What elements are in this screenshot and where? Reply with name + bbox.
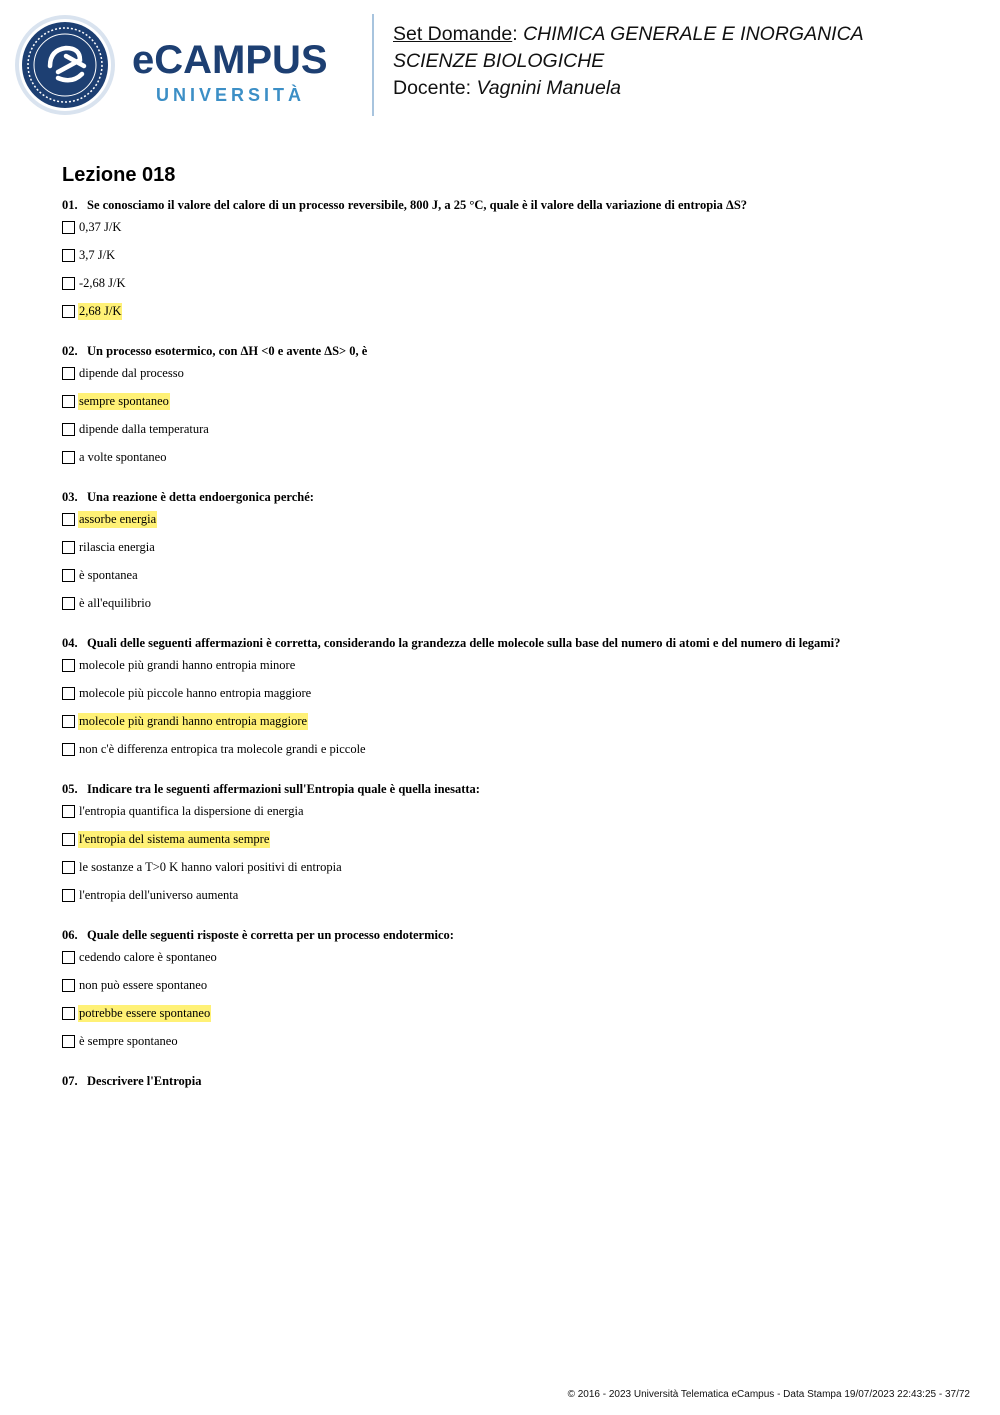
answer-text: è spontanea xyxy=(79,568,138,582)
answer-option[interactable] xyxy=(62,1033,962,1061)
answer-option[interactable] xyxy=(62,803,962,831)
answer-option[interactable] xyxy=(62,595,962,623)
checkbox-icon[interactable] xyxy=(62,423,75,436)
answer-text: dipende dalla temperatura xyxy=(79,422,209,436)
answer-option[interactable] xyxy=(62,393,962,421)
question-number: 07. xyxy=(62,1074,78,1088)
answer-text: -2,68 J/K xyxy=(79,276,126,290)
answer-text-highlighted: potrebbe essere spontaneo xyxy=(79,1006,211,1020)
checkbox-icon[interactable] xyxy=(62,249,75,262)
degree-name: SCIENZE BIOLOGICHE xyxy=(393,50,605,72)
question-text xyxy=(62,197,962,213)
question-label: Una reazione è detta endoergonica perché: xyxy=(87,490,314,504)
question-label: Se conosciamo il valore del calore di un processo reversibile, 800 J, a 25 °C, quale è il valore della variazione di entropia ΔS? xyxy=(87,198,748,212)
answer-option[interactable] xyxy=(62,275,962,303)
question xyxy=(62,343,962,477)
answer-option[interactable] xyxy=(62,741,962,769)
teacher-line xyxy=(393,75,864,102)
ecampus-logo xyxy=(132,40,328,106)
teacher-name: Vagnini Manuela xyxy=(476,77,622,99)
checkbox-icon[interactable] xyxy=(62,805,75,818)
answer-text-highlighted: l'entropia del sistema aumenta sempre xyxy=(79,832,270,846)
question xyxy=(62,1073,962,1089)
answer-option[interactable] xyxy=(62,511,962,539)
answer-option[interactable] xyxy=(62,1005,962,1033)
question-text xyxy=(62,1073,962,1089)
checkbox-icon[interactable] xyxy=(62,277,75,290)
checkbox-icon[interactable] xyxy=(62,951,75,964)
checkbox-icon[interactable] xyxy=(62,715,75,728)
question-label: Indicare tra le seguenti affermazioni sull'Entropia quale è quella inesatta: xyxy=(87,782,480,796)
question-number: 05. xyxy=(62,782,78,796)
page-footer: © 2016 - 2023 Università Telematica eCampus - Data Stampa 19/07/2023 22:43:25 - 37/72 xyxy=(567,1389,970,1400)
answer-text-highlighted: sempre spontaneo xyxy=(79,394,169,408)
answer-text-highlighted: assorbe energia xyxy=(79,512,157,526)
question-label: Descrivere l'Entropia xyxy=(87,1074,202,1088)
checkbox-icon[interactable] xyxy=(62,367,75,380)
answer-text: è sempre spontaneo xyxy=(79,1034,178,1048)
answer-text-highlighted: molecole più grandi hanno entropia maggiore xyxy=(79,714,308,728)
answer-option[interactable] xyxy=(62,831,962,859)
answer-option[interactable] xyxy=(62,859,962,887)
checkbox-icon[interactable] xyxy=(62,861,75,874)
answer-option[interactable] xyxy=(62,685,962,713)
set-line xyxy=(393,21,864,48)
header-divider xyxy=(372,14,374,116)
checkbox-icon[interactable] xyxy=(62,979,75,992)
checkbox-icon[interactable] xyxy=(62,833,75,846)
answer-text: è all'equilibrio xyxy=(79,596,152,610)
answer-option[interactable] xyxy=(62,713,962,741)
header-info xyxy=(393,21,864,102)
answer-option[interactable] xyxy=(62,449,962,477)
checkbox-icon[interactable] xyxy=(62,743,75,756)
answer-option[interactable] xyxy=(62,887,962,915)
question xyxy=(62,197,962,331)
question-text xyxy=(62,489,962,505)
checkbox-icon[interactable] xyxy=(62,305,75,318)
answer-text: a volte spontaneo xyxy=(79,450,167,464)
question-text xyxy=(62,343,962,359)
question xyxy=(62,781,962,915)
answer-text: molecole più grandi hanno entropia minore xyxy=(79,658,296,672)
course-name: CHIMICA GENERALE E INORGANICA xyxy=(523,23,864,45)
checkbox-icon[interactable] xyxy=(62,451,75,464)
question-label: Quale delle seguenti risposte è corretta per un processo endotermico: xyxy=(87,928,454,942)
teacher-label: Docente: xyxy=(393,77,477,99)
answer-text: l'entropia quantifica la dispersione di energia xyxy=(79,804,304,818)
question-number: 02. xyxy=(62,344,78,358)
answer-option[interactable] xyxy=(62,539,962,567)
answer-text: 0,37 J/K xyxy=(79,220,122,234)
checkbox-icon[interactable] xyxy=(62,1035,75,1048)
checkbox-icon[interactable] xyxy=(62,569,75,582)
checkbox-icon[interactable] xyxy=(62,889,75,902)
checkbox-icon[interactable] xyxy=(62,597,75,610)
question xyxy=(62,927,962,1061)
answer-option[interactable] xyxy=(62,365,962,393)
question-label: Quali delle seguenti affermazioni è corretta, considerando la grandezza delle molecole sulla base del numero di atomi e del numero di legami? xyxy=(87,636,841,650)
answer-text: dipende dal processo xyxy=(79,366,184,380)
question-list xyxy=(62,197,962,1101)
answer-text-highlighted: 2,68 J/K xyxy=(79,304,122,318)
checkbox-icon[interactable] xyxy=(62,221,75,234)
checkbox-icon[interactable] xyxy=(62,687,75,700)
answer-option[interactable] xyxy=(62,949,962,977)
question-text xyxy=(62,927,962,943)
set-separator: : xyxy=(512,23,524,45)
ecampus-seal-icon xyxy=(14,14,116,116)
question-label: Un processo esotermico, con ΔH <0 e avente ΔS> 0, è xyxy=(87,344,368,358)
answer-option[interactable] xyxy=(62,421,962,449)
checkbox-icon[interactable] xyxy=(62,1007,75,1020)
answer-option[interactable] xyxy=(62,567,962,595)
question-text xyxy=(62,781,962,797)
checkbox-icon[interactable] xyxy=(62,513,75,526)
answer-text: molecole più piccole hanno entropia maggiore xyxy=(79,686,312,700)
question-text xyxy=(62,635,962,651)
answer-text: cedendo calore è spontaneo xyxy=(79,950,217,964)
lesson-title: Lezione 018 xyxy=(62,164,176,186)
answer-option[interactable] xyxy=(62,657,962,685)
checkbox-icon[interactable] xyxy=(62,659,75,672)
brand-subtitle: UNIVERSITÀ xyxy=(156,85,306,105)
degree-line xyxy=(393,48,864,75)
answer-option[interactable] xyxy=(62,977,962,1005)
checkbox-icon[interactable] xyxy=(62,395,75,408)
set-label: Set Domande xyxy=(393,23,513,45)
answer-option[interactable] xyxy=(62,247,962,275)
page-header xyxy=(0,0,1000,130)
answer-text: le sostanze a T>0 K hanno valori positivi di entropia xyxy=(79,860,342,874)
answer-option[interactable] xyxy=(62,219,962,247)
answer-text: non c'è differenza entropica tra molecole grandi e piccole xyxy=(79,742,366,756)
brand-name: eCAMPUS xyxy=(132,38,328,82)
question-number: 06. xyxy=(62,928,78,942)
question xyxy=(62,489,962,623)
answer-text: 3,7 J/K xyxy=(79,248,116,262)
question xyxy=(62,635,962,769)
answer-text: rilascia energia xyxy=(79,540,155,554)
question-number: 01. xyxy=(62,198,78,212)
question-number: 03. xyxy=(62,490,78,504)
answer-text: l'entropia dell'universo aumenta xyxy=(79,888,239,902)
answer-option[interactable] xyxy=(62,303,962,331)
answer-text: non può essere spontaneo xyxy=(79,978,208,992)
question-number: 04. xyxy=(62,636,78,650)
checkbox-icon[interactable] xyxy=(62,541,75,554)
